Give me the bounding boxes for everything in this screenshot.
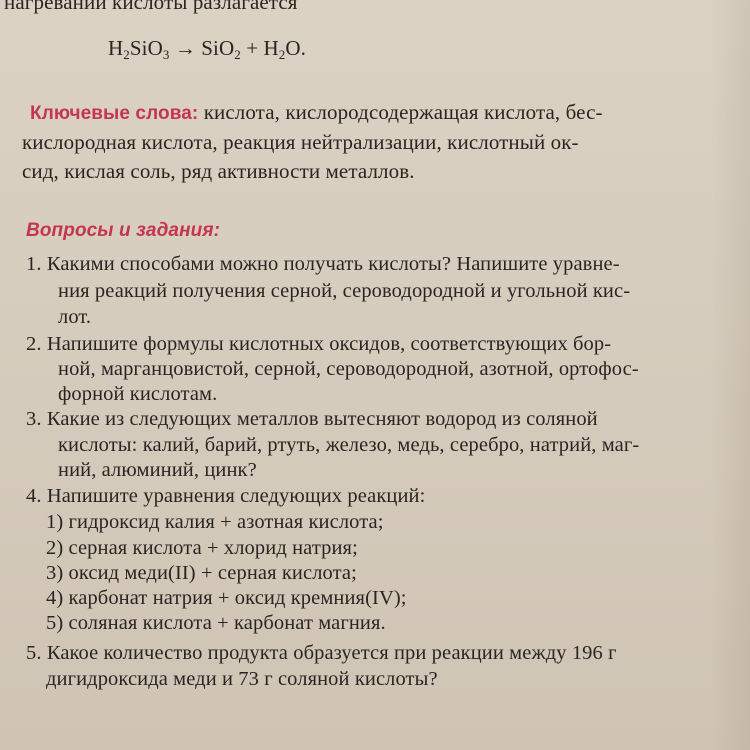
question-4-item: 2) серная кислота + хлорид натрия; — [46, 537, 358, 559]
top-cut-text: нагревании кислоты разлагается — [4, 0, 298, 14]
question-5-line-1: 5. Какое количество продукта образуется при реакции между 196 г — [26, 642, 617, 664]
questions-heading: Вопросы и задания: — [26, 220, 221, 241]
question-4-item: 5) соляная кислота + карбонат магния. — [46, 612, 386, 634]
page-shadow — [710, 0, 750, 750]
question-4-item: 3) оксид меди(II) + серная кислота; — [46, 562, 357, 584]
question-4-item: 1) гидроксид калия + азотная кислота; — [46, 511, 384, 533]
question-2-line-3: форной кислотам. — [58, 383, 218, 405]
question-4-intro: 4. Напишите уравнения следующих реакций: — [26, 485, 426, 507]
question-4-item: 4) карбонат натрия + оксид кремния(IV); — [46, 587, 407, 609]
question-3-line-2: кислоты: калий, барий, ртуть, железо, медь, серебро, натрий, маг- — [58, 434, 640, 456]
question-1-line-3: лот. — [58, 306, 92, 328]
question-1-line-1: 1. Какими способами можно получать кислоты? Напишите уравне- — [26, 253, 620, 275]
keywords-line-1: Ключевые слова: кислота, кислородсодержащая кислота, бес- — [30, 100, 603, 124]
question-2-line-1: 2. Напишите формулы кислотных оксидов, соответствующих бор- — [26, 333, 612, 355]
question-3-line-1: 3. Какие из следующих металлов вытесняют водород из соляной — [26, 408, 598, 430]
question-1-line-2: ния реакций получения серной, сероводородной и угольной кис- — [58, 280, 631, 302]
keywords-line-2: кислородная кислота, реакция нейтрализации, кислотный ок- — [22, 130, 579, 154]
question-2-line-2: ной, марганцовистой, серной, сероводородной, азотной, ортофос- — [58, 358, 639, 380]
chemical-equation: $H_2SiO_3 \to SiO_2 + H_2O$. — [108, 36, 307, 62]
keywords-label: Ключевые слова: — [30, 103, 199, 124]
keywords-line-3: сид, кислая соль, ряд активности металлов. — [22, 159, 415, 183]
question-5-line-2: дигидроксида меди и 73 г соляной кислоты? — [46, 668, 438, 690]
question-3-line-3: ний, алюминий, цинк? — [58, 459, 257, 481]
